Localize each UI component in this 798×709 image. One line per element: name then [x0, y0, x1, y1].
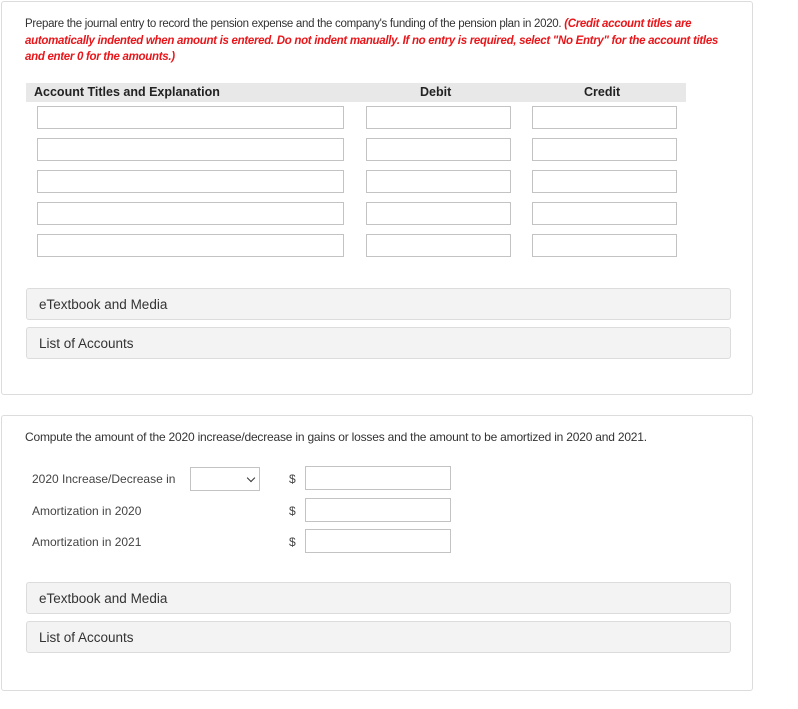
debit-input[interactable] [366, 170, 511, 193]
amortization-2021-input[interactable] [305, 529, 451, 553]
instruction-text: Prepare the journal entry to record the pension expense and the company's funding of the pension plan in 2020. [25, 18, 562, 30]
list-of-accounts-button[interactable] [26, 621, 731, 653]
debit-input[interactable] [366, 138, 511, 161]
etextbook-media-label: eTextbook and Media [39, 297, 168, 312]
credit-input[interactable] [532, 138, 677, 161]
journal-row [2, 234, 754, 261]
account-title-input[interactable] [37, 202, 344, 225]
amortization-2020-input[interactable] [305, 498, 451, 522]
account-title-input[interactable] [37, 138, 344, 161]
increase-decrease-row [2, 466, 754, 492]
header-debit: Debit [420, 85, 452, 99]
etextbook-media-label: eTextbook and Media [39, 591, 168, 606]
journal-row [2, 106, 754, 133]
list-of-accounts-label: List of Accounts [39, 336, 134, 351]
account-title-input[interactable] [37, 234, 344, 257]
gain-loss-select[interactable] [190, 467, 260, 491]
debit-input[interactable] [366, 202, 511, 225]
currency-symbol: $ [289, 472, 296, 486]
amortization-panel [1, 415, 753, 691]
amortization-2020-label: Amortization in 2020 [32, 504, 142, 518]
currency-symbol: $ [289, 504, 296, 518]
instructions [25, 16, 737, 66]
credit-input[interactable] [532, 202, 677, 225]
currency-symbol: $ [289, 535, 296, 549]
debit-input[interactable] [366, 234, 511, 257]
increase-decrease-label: 2020 Increase/Decrease in [32, 472, 176, 486]
instruction-note: (Credit account titles are automatically indented when amount is entered. Do not indent manually. If no entry is required, select "No Entry" for the account titles and enter 0 for the amounts.) [25, 18, 719, 63]
header-credit: Credit [584, 85, 621, 99]
etextbook-media-button[interactable] [26, 288, 731, 320]
account-title-input[interactable] [37, 106, 344, 129]
header-account-titles: Account Titles and Explanation [34, 85, 220, 99]
list-of-accounts-button[interactable] [26, 327, 731, 359]
journal-entry-panel [1, 1, 753, 395]
amortization-2021-row [2, 529, 754, 555]
credit-input[interactable] [532, 170, 677, 193]
journal-row [2, 170, 754, 197]
credit-input[interactable] [532, 106, 677, 129]
increase-decrease-amount-input[interactable] [305, 466, 451, 490]
etextbook-media-button[interactable] [26, 582, 731, 614]
journal-table-header [26, 83, 686, 102]
account-title-input[interactable] [37, 170, 344, 193]
journal-row [2, 138, 754, 165]
question-text: Compute the amount of the 2020 increase/decrease in gains or losses and the amount to be amortized in 2020 and 2021. [25, 430, 647, 444]
list-of-accounts-label: List of Accounts [39, 630, 134, 645]
credit-input[interactable] [532, 234, 677, 257]
journal-row [2, 202, 754, 229]
amortization-2020-row [2, 498, 754, 524]
amortization-2021-label: Amortization in 2021 [32, 535, 142, 549]
debit-input[interactable] [366, 106, 511, 129]
